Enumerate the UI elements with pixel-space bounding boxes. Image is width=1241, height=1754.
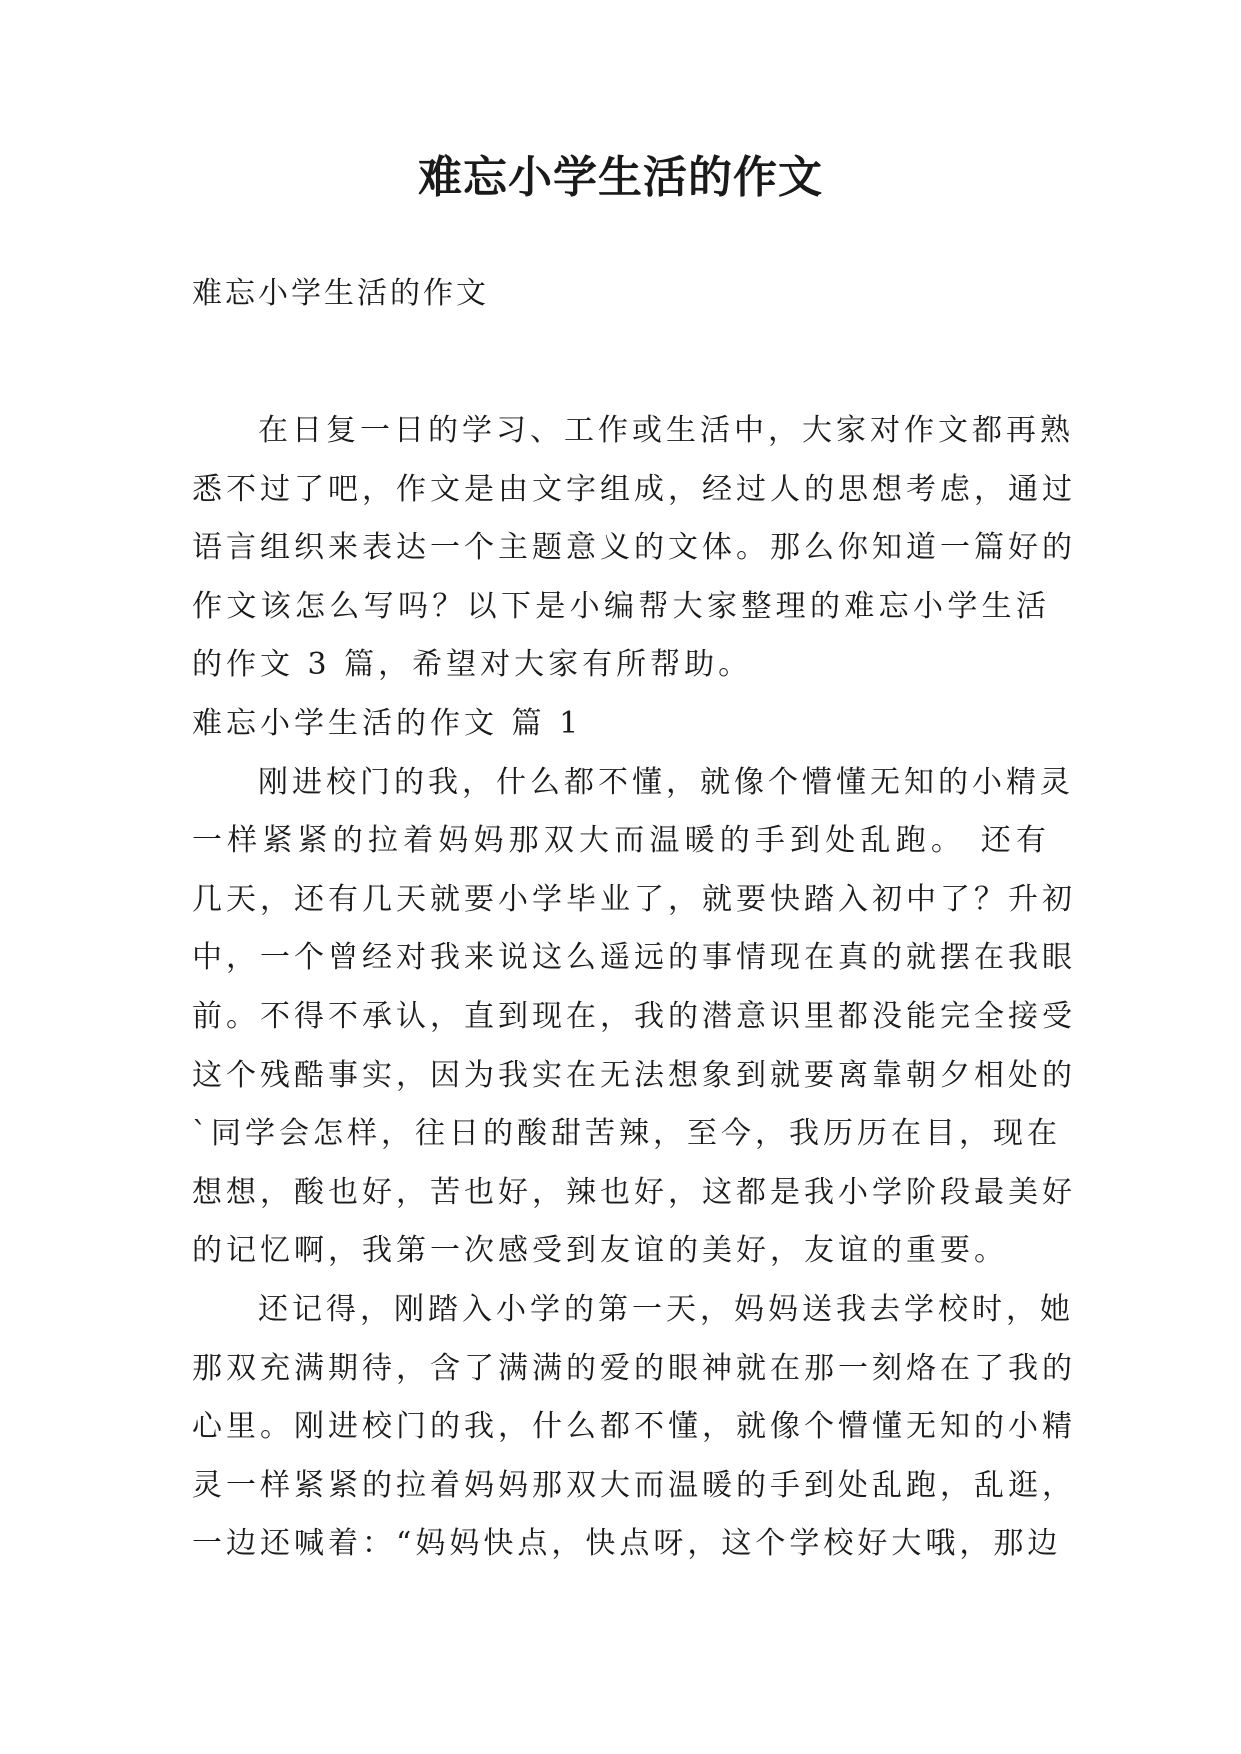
text-line: 的记忆啊，我第一次感受到友谊的美好，友谊的重要。 [192, 1233, 1008, 1269]
text-line: 在日复一日的学习、工作或生活中，大家对作文都再熟 [258, 413, 1074, 448]
text-line: 难忘小学生活的作文 篇 1 [192, 705, 583, 741]
text-line: 那双充满期待，含了满满的爱的眼神就在那一刻烙在了我的 [192, 1350, 1076, 1386]
text-line: 还记得，刚踏入小学的第一天，妈妈送我去学校时，她 [258, 1291, 1074, 1327]
text-line: 一样紧紧的拉着妈妈那双大而温暖的手到处乱跑。 还有 [192, 823, 1050, 859]
text-line: 的作文 3 篇，希望对大家有所帮助。 [192, 647, 753, 683]
text-line: `同学会怎样，往日的酸甜苦辣，至今，我历历在目，现在 [192, 1116, 1061, 1152]
text-line: 这个残酷事实，因为我实在无法想象到就要离靠朝夕相处的 [192, 1057, 1076, 1093]
text-line: 灵一样紧紧的拉着妈妈那双大而温暖的手到处乱跑，乱逛， [192, 1467, 1076, 1503]
document-subtitle: 难忘小学生活的作文 [192, 276, 489, 311]
text-line: 悉不过了吧，作文是由文字组成，经过人的思想考虑，通过 [192, 471, 1076, 507]
text-line: 语言组织来表达一个主题意义的文体。那么你知道一篇好的 [192, 530, 1076, 566]
document-title: 难忘小学生活的作文 [418, 152, 823, 203]
text-line: 一边还喊着：“妈妈快点，快点呀，这个学校好大哦，那边 [192, 1526, 1062, 1562]
text-line: 刚进校门的我，什么都不懂，就像个懵懂无知的小精灵 [258, 764, 1074, 800]
text-line: 前。不得不承认，直到现在，我的潜意识里都没能完全接受 [192, 998, 1076, 1034]
text-line: 几天，还有几天就要小学毕业了，就要快踏入初中了？升初 [192, 881, 1076, 917]
text-line: 中，一个曾经对我来说这么遥远的事情现在真的就摆在我眼 [192, 940, 1076, 976]
text-line: 想想，酸也好，苦也好，辣也好，这都是我小学阶段最美好 [192, 1174, 1076, 1210]
text-line: 作文该怎么写吗？以下是小编帮大家整理的难忘小学生活 [192, 588, 1050, 624]
document-body [192, 402, 1076, 1574]
text-line: 心里。刚进校门的我，什么都不懂，就像个懵懂无知的小精 [192, 1409, 1076, 1445]
